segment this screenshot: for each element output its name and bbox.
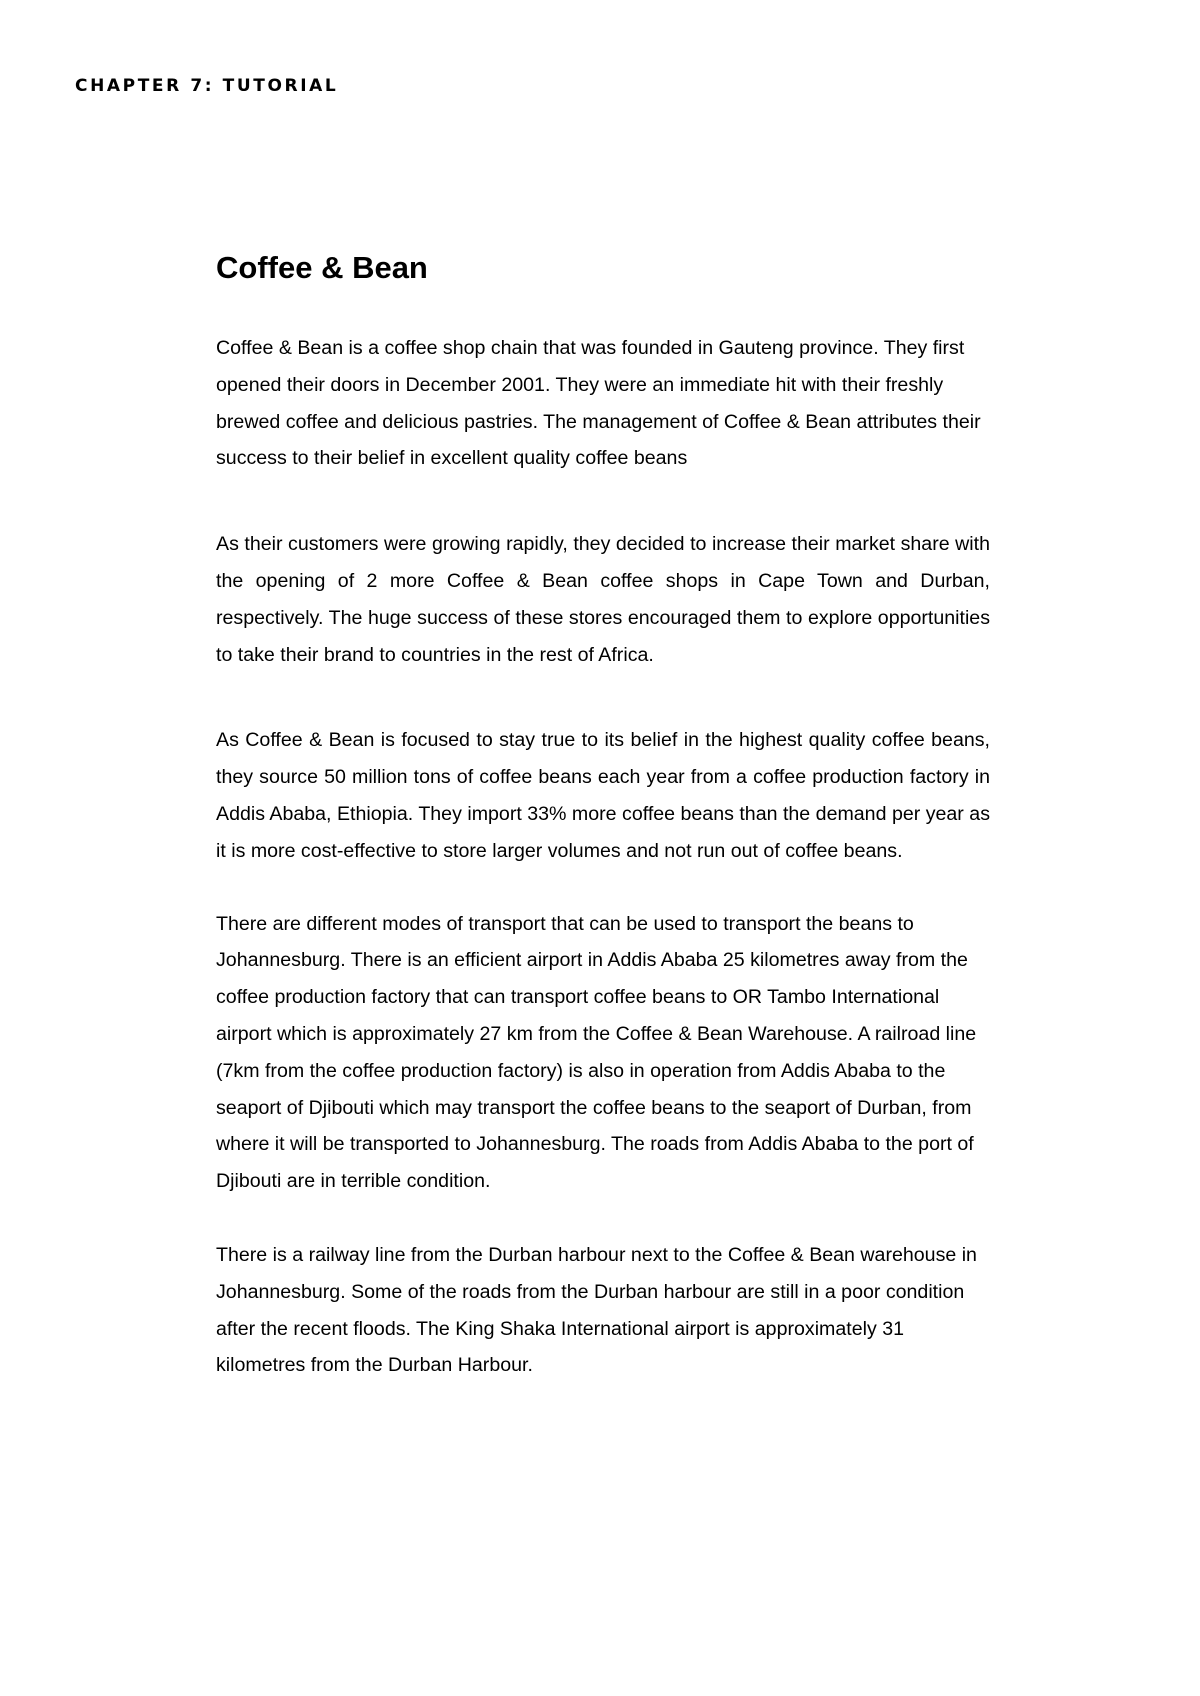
chapter-header: CHAPTER 7: TUTORIAL — [75, 76, 339, 96]
paragraph-durban-logistics: There is a railway line from the Durban harbour next to the Coffee & Bean warehouse in Johannesburg. Some of the roads from the Durban harbour are still in a poor condition after the recent floods. The King Shaka International airport is approximately 31 kilometres from the Durban Harbour. — [216, 1243, 977, 1377]
paragraph-sourcing: As Coffee & Bean is focused to stay true to its belief in the highest quality coffee beans, they source 50 million tons of coffee beans each year from a coffee production factory in Addis Ababa, Ethiopia. They import 33% more coffee beans than the demand per year as it is more cost-effective to store larger volumes and not run out of coffee beans. — [216, 729, 990, 862]
paragraph-transport-options: There are different modes of transport that can be used to transport the beans to Johannesburg. There is an efficient airport in Addis Ababa 25 kilometres away from the coffee production factory that can transport coffee beans to OR Tambo International airport which is approximately 27 km from the Coffee & Bean Warehouse. A railroad line (7km from the coffee production factory) is also in operation from Addis Ababa to the seaport of Djibouti which may transport the coffee beans to the seaport of Durban, from where it will be transported to Johannesburg. The roads from Addis Ababa to the port of Djibouti are in terrible condition. — [216, 912, 977, 1193]
document-title: Coffee & Bean — [216, 250, 428, 285]
paragraph-expansion: As their customers were growing rapidly, they decided to increase their market share with the opening of 2 more Coffee & Bean coffee shops in Cape Town and Durban, respectively. The huge success of these stores encouraged them to explore opportunities to take their brand to countries in the rest of Africa. — [216, 533, 990, 666]
document-body — [216, 248, 990, 1384]
paragraph-founding: Coffee & Bean is a coffee shop chain that was founded in Gauteng province. They first opened their doors in December 2001. They were an immediate hit with their freshly brewed coffee and delicious pastries. The management of Coffee & Bean attributes their success to their belief in excellent quality coffee beans — [216, 337, 981, 470]
